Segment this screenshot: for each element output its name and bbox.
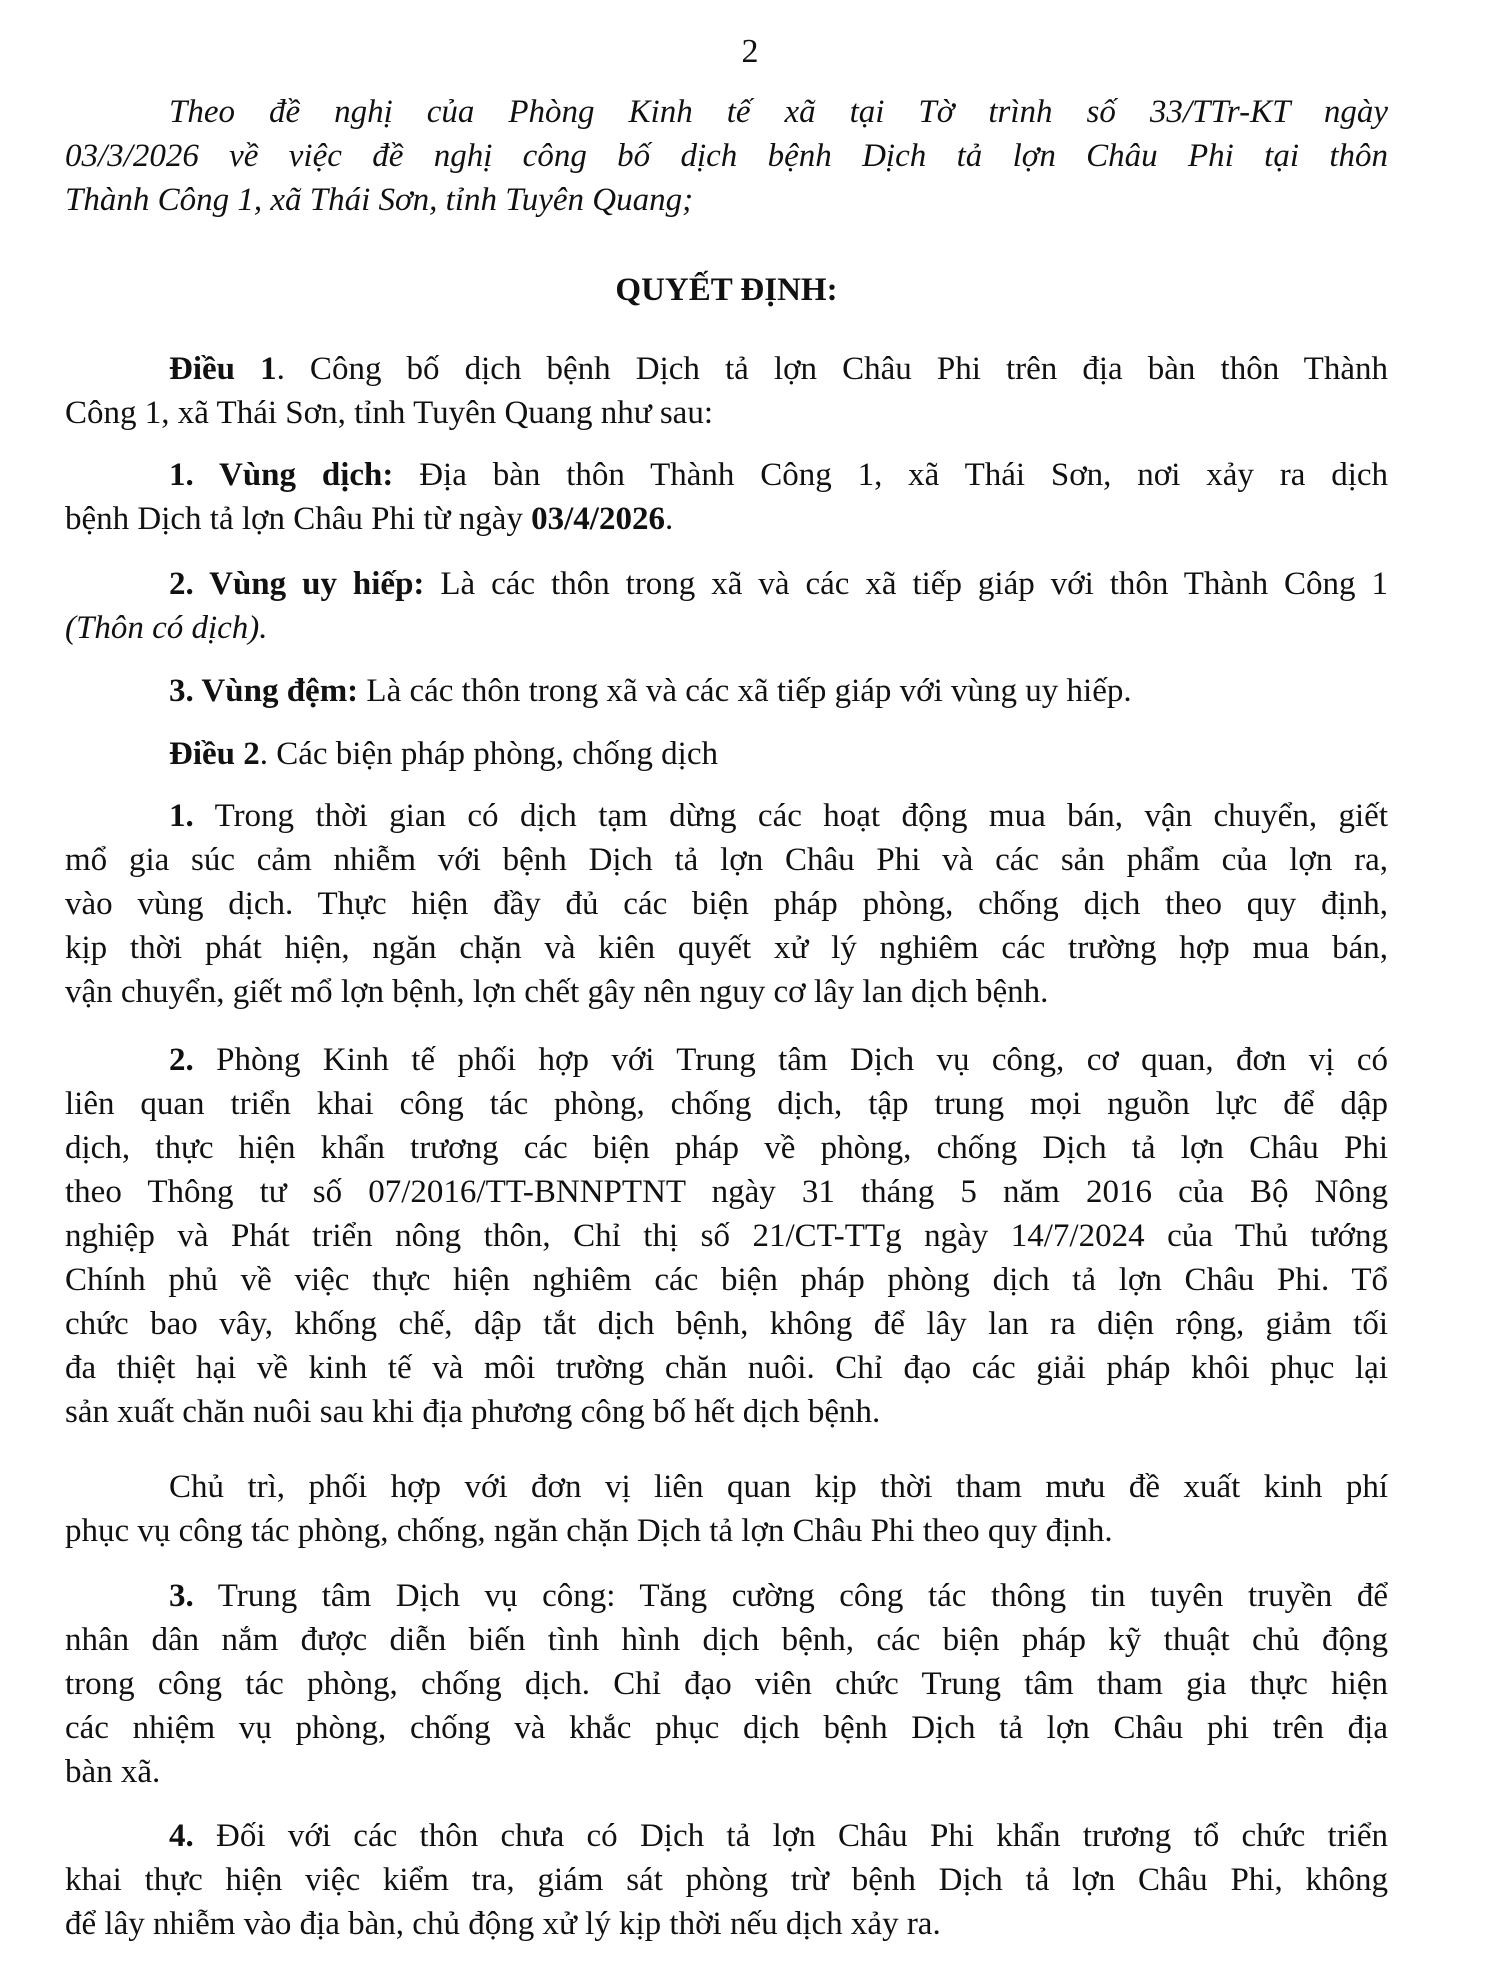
text-line [65,178,1388,222]
text-run: Là các thôn trong xã và các xã tiếp giáp với thôn Thành Công 1 [424,566,1388,602]
text-run: kịp thời phát hiện, ngăn chặn và kiên quyết xử lý nghiêm các trường hợp mua bán, [65,930,1388,966]
paragraph [65,1465,1388,1553]
text-run: Theo đề nghị của Phòng Kinh tế xã tại Tờ trình số 33/TTr-KT ngày [169,94,1388,130]
text-line [65,838,1388,882]
decision-title [65,268,1388,312]
text-line [65,1082,1388,1126]
paragraph [65,453,1388,541]
text-run: dịch, thực hiện khẩn trương các biện pháp về phòng, chống Dịch tả lợn Châu Phi [65,1130,1388,1166]
text-line [65,882,1388,926]
text-run: đa thiệt hại về kinh tế và môi trường chăn nuôi. Chỉ đạo các giải pháp khôi phục lại [65,1350,1388,1386]
text-run: . Công bố dịch bệnh Dịch tả lợn Châu Phi trên địa bàn thôn Thành [276,351,1388,387]
text-run: bàn xã. [65,1754,161,1790]
text-run: Là các thôn trong xã và các xã tiếp giáp với vùng uy hiếp. [358,673,1132,709]
text-run: để lây nhiễm vào địa bàn, chủ động xử lý kịp thời nếu dịch xảy ra. [65,1906,941,1942]
bold-text: 03/4/2026 [531,501,665,537]
text-run: 03/3/2026 về việc đề nghị công bố dịch bệnh Dịch tả lợn Châu Phi tại thôn [65,138,1388,174]
bold-text: 3. [169,1578,194,1614]
bold-text: Điều 1 [169,351,277,387]
text-run: theo Thông tư số 07/2016/TT-BNNPTNT ngày 31 tháng 5 năm 2016 của Bộ Nông [65,1174,1388,1210]
text-run: Phòng Kinh tế phối hợp với Trung tâm Dịch vụ công, cơ quan, đơn vị có [193,1042,1388,1078]
text-run: Địa bàn thôn Thành Công 1, xã Thái Sơn, nơi xảy ra dịch [393,457,1389,493]
text-run: bệnh Dịch tả lợn Châu Phi từ ngày [65,501,532,537]
text-run: nhân dân nắm được diễn biến tình hình dịch bệnh, các biện pháp kỹ thuật chủ động [65,1622,1388,1658]
text-line [65,1509,1388,1553]
text-line [65,134,1388,178]
text-run: Đối với các thôn chưa có Dịch tả lợn Châu Phi khẩn trương tổ chức triển [193,1818,1388,1854]
text-line [65,1618,1388,1662]
text-line [65,1574,1388,1618]
text-line [65,926,1388,970]
paragraph [65,90,1388,222]
text-line [65,606,1388,650]
text-line [65,90,1388,134]
paragraph [65,732,1388,776]
text-run: Trung tâm Dịch vụ công: Tăng cường công tác thông tin tuyên truyền để [193,1578,1388,1614]
text-line [65,562,1388,606]
text-run: nghiệp và Phát triển nông thôn, Chỉ thị số 21/CT-TTg ngày 14/7/2024 của Thủ tướng [65,1218,1388,1254]
bold-text: 1. Vùng dịch: [169,457,394,493]
bold-text: 2. [169,1042,194,1078]
text-run: trong công tác phòng, chống dịch. Chỉ đạo viên chức Trung tâm tham gia thực hiện [65,1666,1388,1702]
text-line [65,1038,1388,1082]
paragraph [65,562,1388,650]
text-line [65,1390,1388,1434]
text-line [65,1214,1388,1258]
text-run: liên quan triển khai công tác phòng, chống dịch, tập trung mọi nguồn lực để dập [65,1086,1388,1122]
text-run: sản xuất chăn nuôi sau khi địa phương công bố hết dịch bệnh. [65,1394,881,1430]
text-line [65,1858,1388,1902]
text-run: Trong thời gian có dịch tạm dừng các hoạt động mua bán, vận chuyển, giết [193,798,1388,834]
text-line [65,1126,1388,1170]
bold-text: 1. [169,798,194,834]
paragraph [65,669,1388,713]
text-line [65,1706,1388,1750]
bold-text: 4. [169,1818,194,1854]
text-run: Thành Công 1, xã Thái Sơn, tỉnh Tuyên Quang; [65,182,694,218]
text-run: . [664,501,674,537]
text-line [65,970,1388,1014]
text-run: . Các biện pháp phòng, chống dịch [259,736,718,772]
text-line [65,1170,1388,1214]
text-line [65,453,1388,497]
text-run: vận chuyển, giết mổ lợn bệnh, lợn chết gây nên nguy cơ lây lan dịch bệnh. [65,974,1049,1010]
text-line [65,1346,1388,1390]
bold-text: Điều 2 [169,736,260,772]
text-line [65,497,1388,541]
text-line [65,1465,1388,1509]
text-line [65,732,1388,776]
bold-text: QUYẾT ĐỊNH: [615,272,838,308]
text-run: chức bao vây, khống chế, dập tắt dịch bệnh, không để lây lan ra diện rộng, giảm tối [65,1306,1388,1342]
text-run: Công 1, xã Thái Sơn, tỉnh Tuyên Quang như sau: [65,395,713,431]
text-run: khai thực hiện việc kiểm tra, giám sát phòng trừ bệnh Dịch tả lợn Châu Phi, không [65,1862,1388,1898]
text-line [65,669,1388,713]
text-line [65,1302,1388,1346]
text-run: mổ gia súc cảm nhiễm với bệnh Dịch tả lợn Châu Phi và các sản phẩm của lợn ra, [65,842,1388,878]
text-run: (Thôn có dịch). [65,610,268,646]
text-line [65,347,1388,391]
paragraph [65,347,1388,435]
paragraph [65,794,1388,1014]
text-line [65,1750,1388,1794]
text-line [65,794,1388,838]
text-line [65,1902,1388,1946]
text-run: các nhiệm vụ phòng, chống và khắc phục dịch bệnh Dịch tả lợn Châu phi trên địa [65,1710,1388,1746]
text-line [65,1258,1388,1302]
bold-text: 3. Vùng đệm: [169,673,359,709]
bold-text: 2. Vùng uy hiếp: [169,566,425,602]
text-run: Chính phủ về việc thực hiện nghiêm các biện pháp phòng dịch tả lợn Châu Phi. Tổ [65,1262,1388,1298]
text-line [65,1662,1388,1706]
page-number: 2 [741,33,759,70]
text-run: Chủ trì, phối hợp với đơn vị liên quan kịp thời tham mưu đề xuất kinh phí [169,1469,1388,1505]
text-line [65,268,1388,312]
paragraph [65,1038,1388,1434]
paragraph [65,1814,1388,1946]
text-line [65,1814,1388,1858]
text-run: phục vụ công tác phòng, chống, ngăn chặn Dịch tả lợn Châu Phi theo quy định. [65,1513,1113,1549]
text-line [65,391,1388,435]
paragraph [65,1574,1388,1794]
text-run: vào vùng dịch. Thực hiện đầy đủ các biện pháp phòng, chống dịch theo quy định, [65,886,1388,922]
